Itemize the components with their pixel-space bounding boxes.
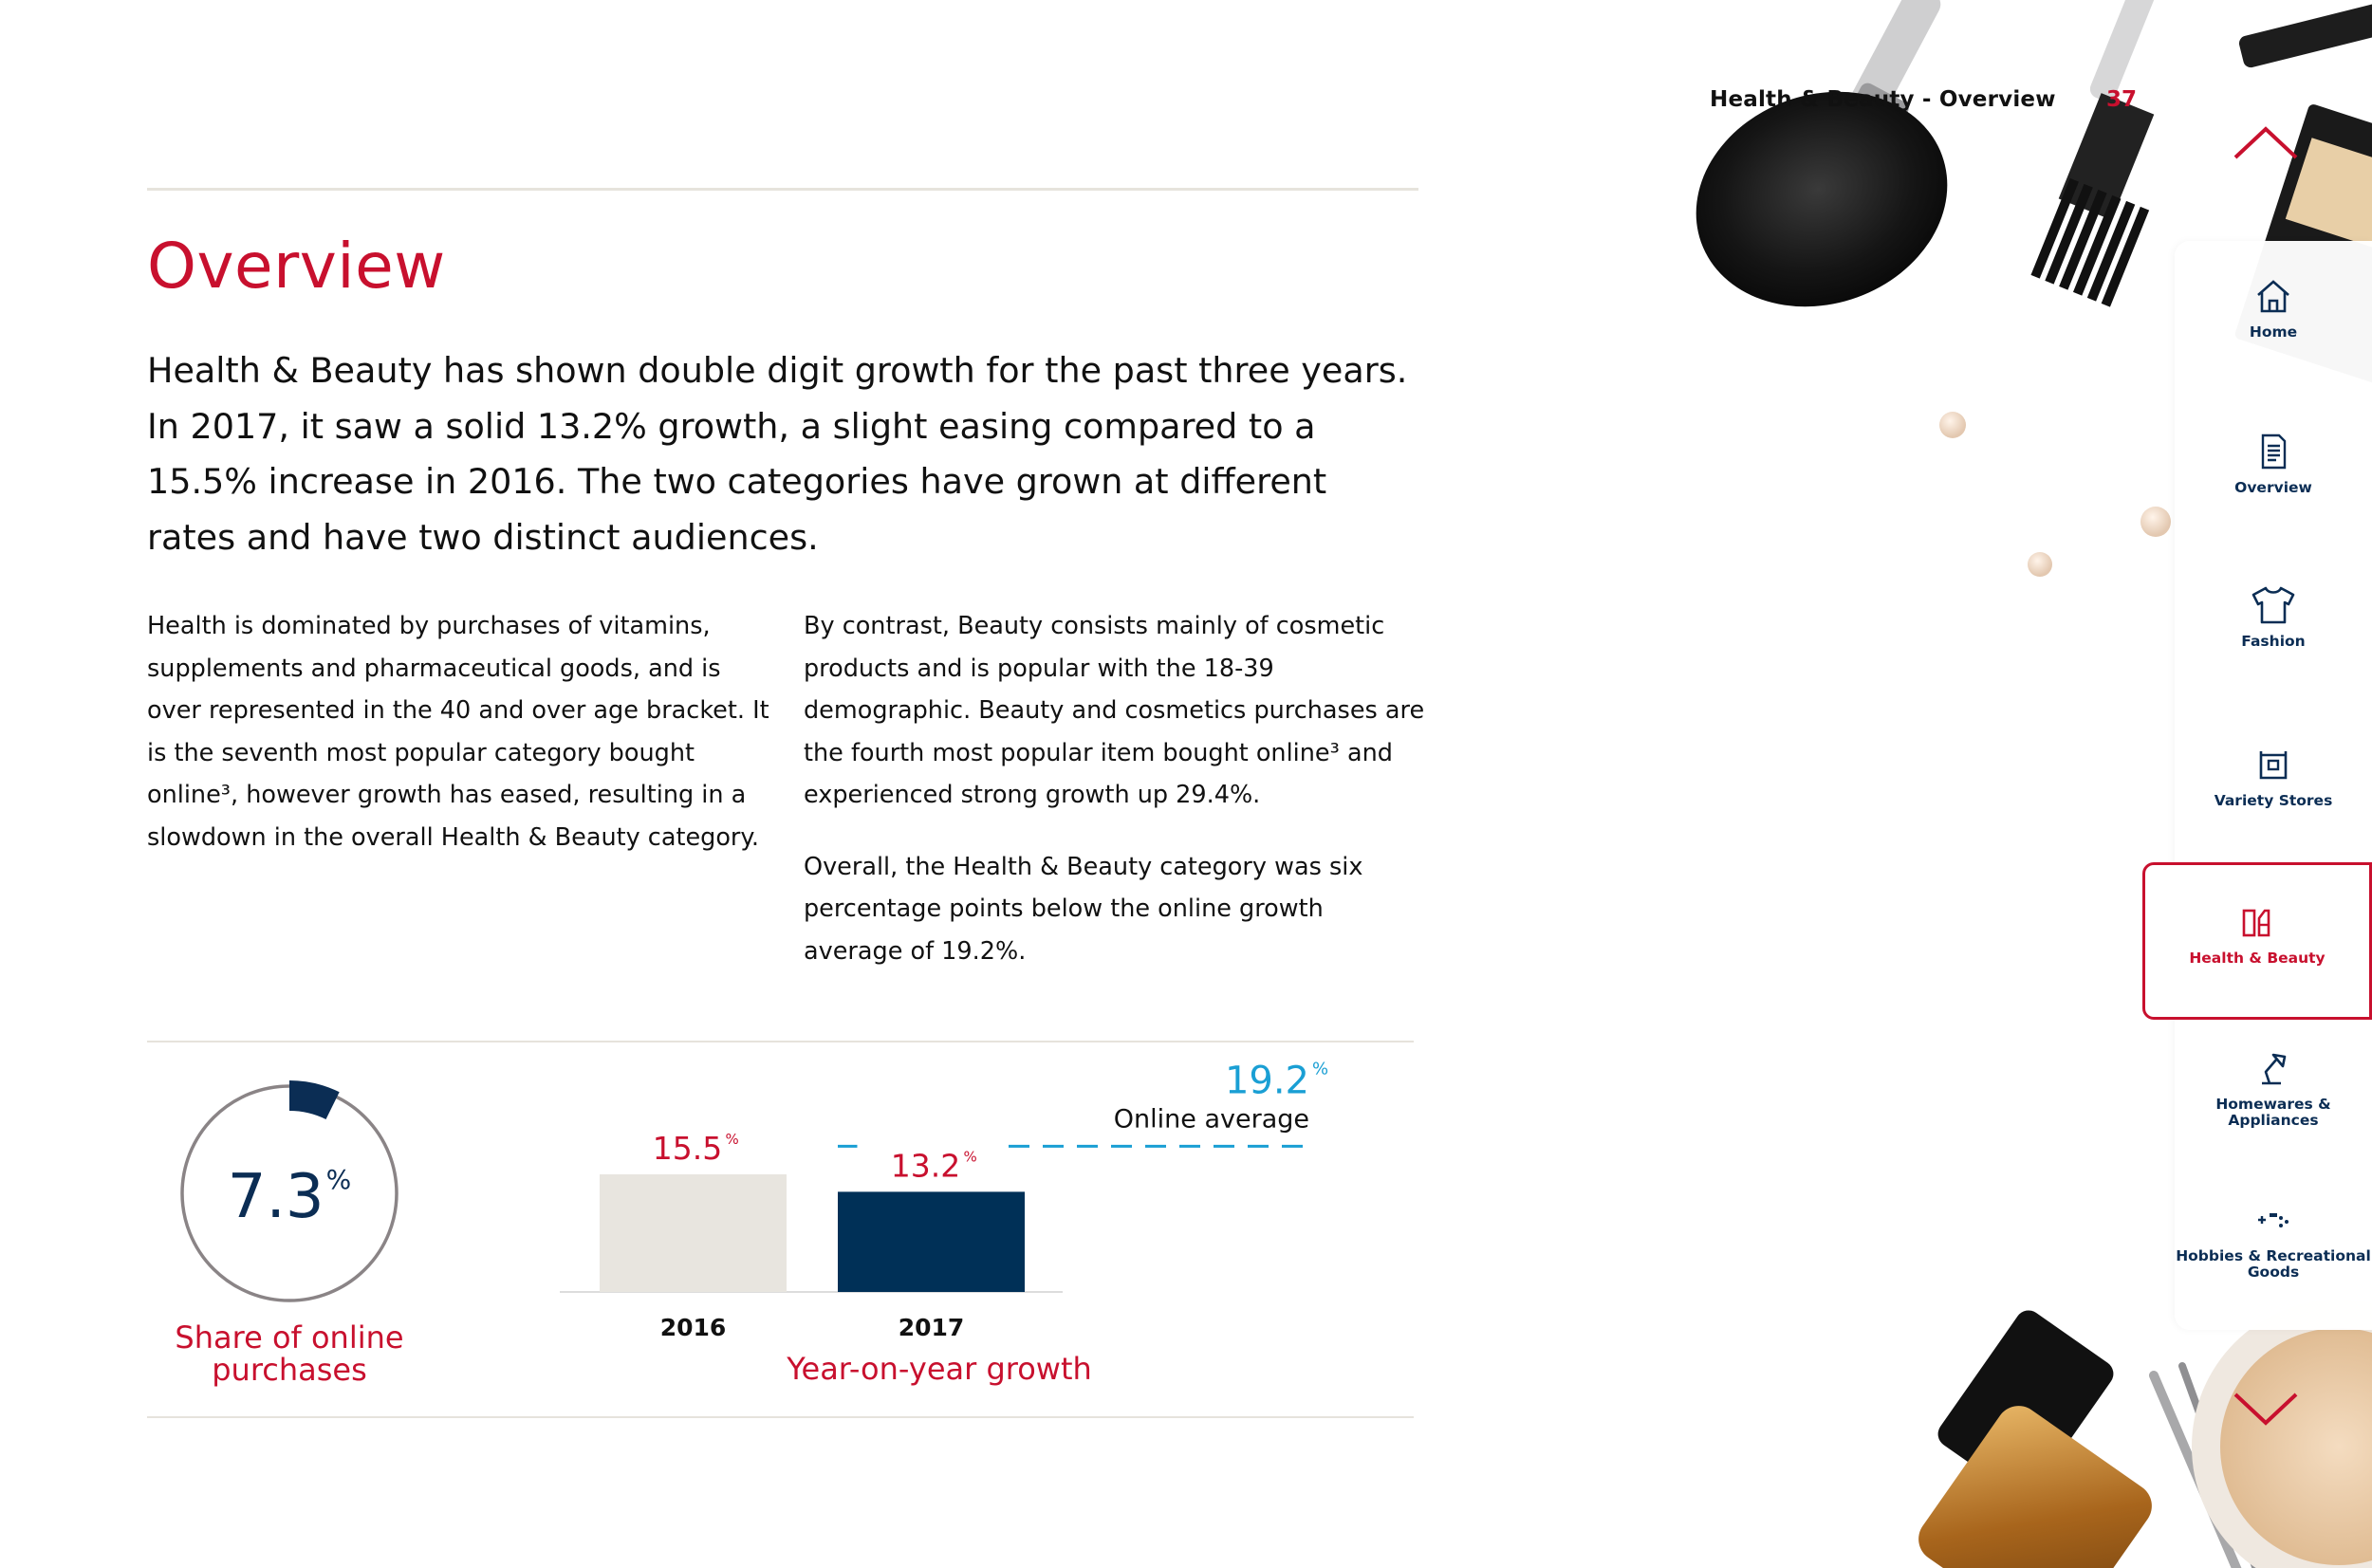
bar-2017 (838, 1191, 1025, 1292)
gamepad-icon (2252, 1199, 2294, 1241)
divider (147, 188, 1418, 191)
nav-item-home[interactable] (2175, 275, 2372, 341)
nav-item-label: Health & Beauty (2189, 950, 2326, 967)
body-paragraph: Health is dominated by purchases of vitamins, supplements and pharmaceutical goods, and is over represented in the 40 and over age bracket. It is the seventh most popular category bought online³, however growth has eased, resulting in a slowdown in the overall Health & Beauty category. (147, 612, 769, 852)
bar-value-unit: % (963, 1148, 977, 1166)
nav-item-label: Hobbies & Recreational Goods (2176, 1247, 2371, 1281)
body-column-left (147, 605, 773, 888)
online-average-value: 19.2 (1224, 1059, 1309, 1103)
bar-value-label: 15.5 (652, 1130, 723, 1167)
nav-item-hobbies-recreational[interactable] (2175, 1199, 2372, 1281)
growth-bar-chart (550, 1043, 1328, 1385)
document-icon (2252, 431, 2294, 472)
online-average-label: Online average (1113, 1104, 1309, 1134)
divider (147, 1416, 1414, 1418)
nav-item-variety-stores[interactable] (2175, 744, 2372, 809)
nav-item-overview[interactable] (2175, 431, 2372, 496)
page-number: 37 (2106, 87, 2138, 112)
bar-2016 (600, 1174, 787, 1292)
share-label: Share of online purchases (175, 1319, 404, 1388)
donut-share-arc (289, 1096, 333, 1106)
x-tick-label: 2016 (659, 1314, 727, 1341)
divider (147, 1041, 1414, 1042)
scroll-up-chevron-icon[interactable] (2232, 123, 2300, 161)
nav-item-label: Fashion (2241, 633, 2306, 650)
cosmetics-icon (2236, 901, 2278, 943)
body-paragraph: By contrast, Beauty consists mainly of cosmetic products and is popular with the 18-39 demographic. Beauty and cosmetics purchases are the fourth most popular item bought online³ and experienced strong growth up 29.4%. (804, 612, 1425, 809)
nav-item-label: Variety Stores (2214, 792, 2333, 809)
lead-paragraph: Health & Beauty has shown double digit growth for the past three years. In 2017, it saw a solid 13.2% growth, a slight easing compared to a 15.5% increase in 2016. The two categories have grown at different rates and have two distinct audiences. (147, 350, 1408, 558)
body-column-right (804, 605, 1430, 1002)
nav-item-health-beauty[interactable] (2142, 862, 2372, 1020)
nav-item-label: Home (2249, 323, 2298, 341)
nav-item-fashion[interactable] (2175, 584, 2372, 650)
page-title: Overview (147, 230, 446, 303)
body-paragraph: Overall, the Health & Beauty category was six percentage points below the online growth average of 19.2%. (804, 852, 1363, 966)
section-nav (2175, 241, 2372, 1330)
lamp-icon (2252, 1047, 2294, 1089)
home-icon (2252, 275, 2294, 317)
scroll-down-chevron-icon[interactable] (2232, 1391, 2300, 1429)
share-unit: % (325, 1164, 352, 1195)
nav-item-label: Overview (2234, 479, 2312, 496)
nav-item-label: Homewares & Appliances (2215, 1096, 2331, 1129)
section-header-title: Health & Beauty - Overview (1710, 87, 2056, 112)
nav-item-homewares-appliances[interactable] (2175, 1047, 2372, 1129)
bar-value-unit: % (725, 1131, 739, 1148)
x-tick-label: 2017 (898, 1314, 965, 1341)
chart-title: Year-on-year growth (787, 1351, 1092, 1387)
box-icon (2252, 744, 2294, 785)
tshirt-icon (2250, 584, 2297, 626)
share-number: 7.3 (227, 1162, 324, 1232)
share-value (176, 1162, 403, 1232)
bar-value-label: 13.2 (890, 1147, 961, 1185)
online-average-unit: % (1312, 1059, 1328, 1079)
